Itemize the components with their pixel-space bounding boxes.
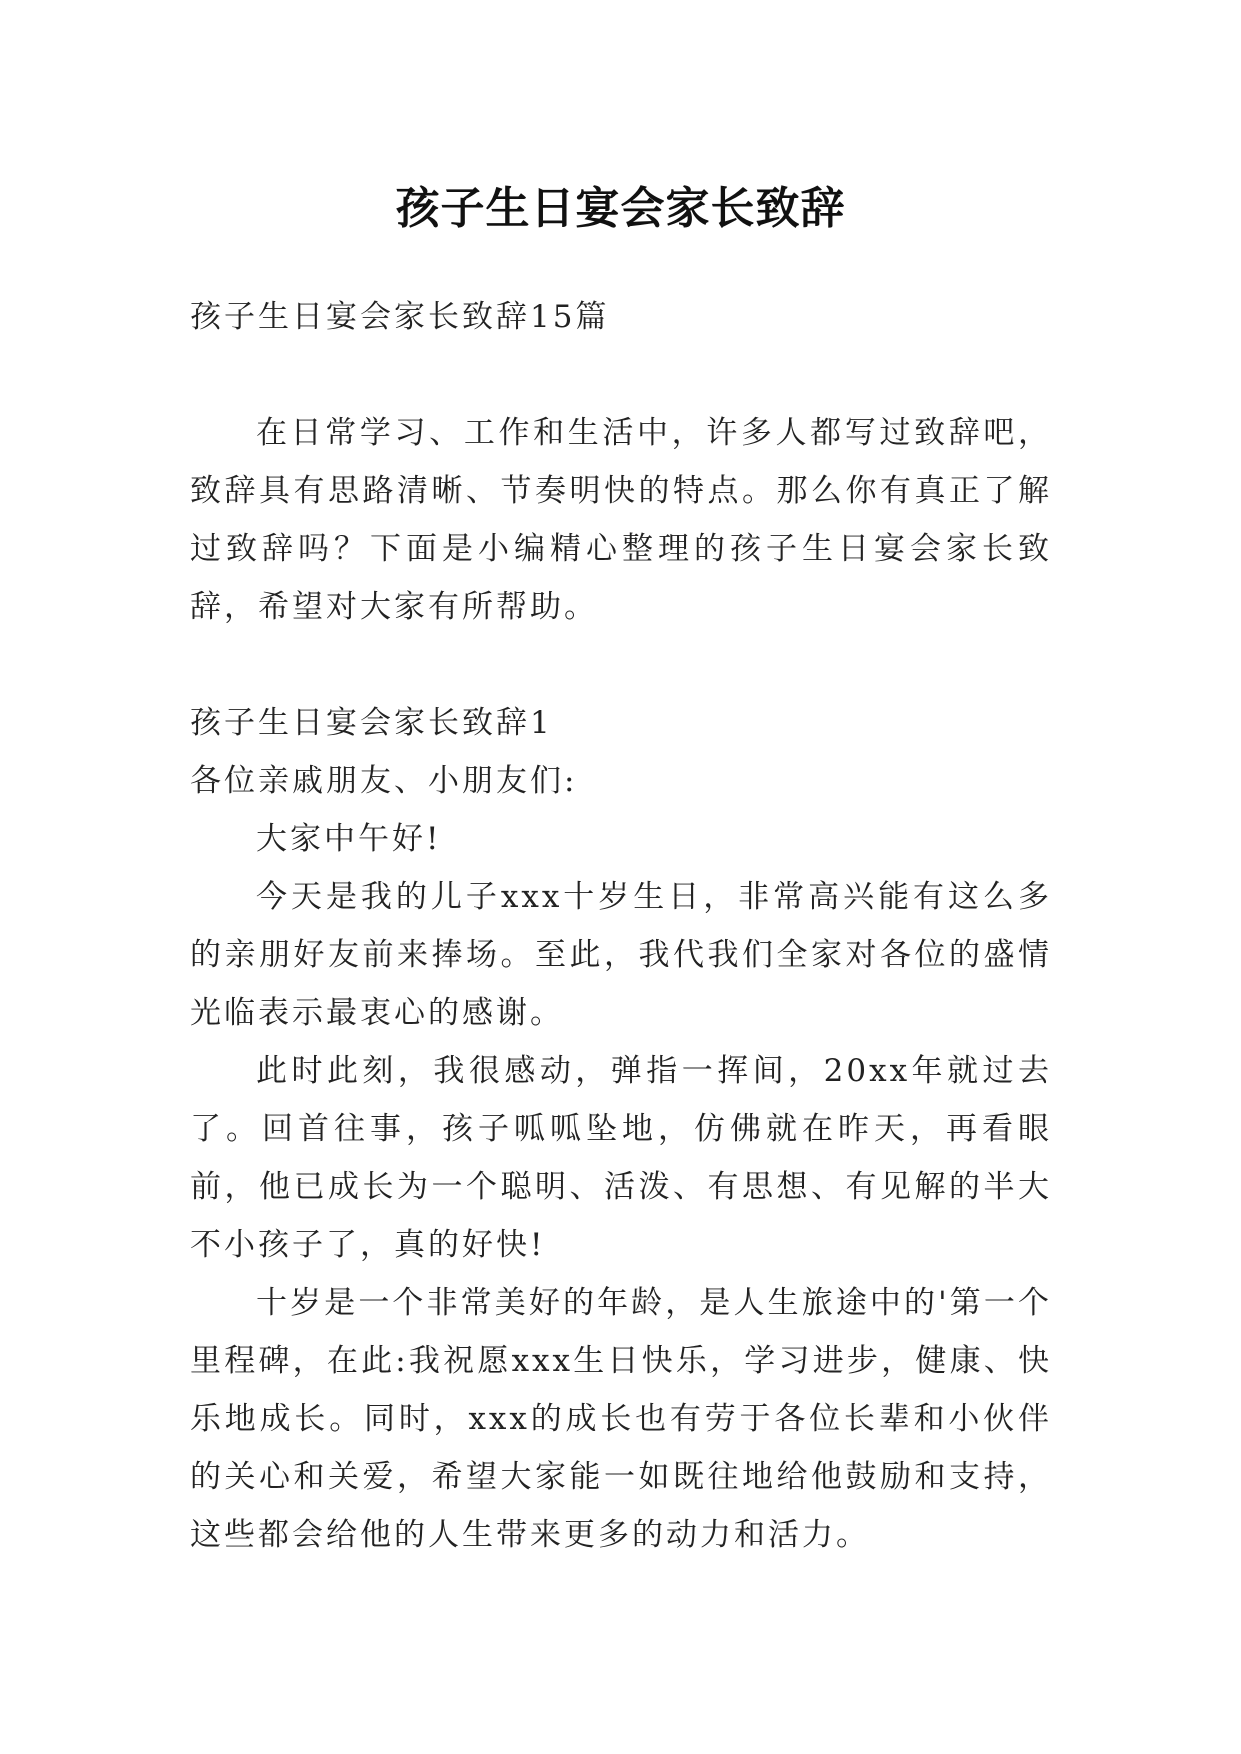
document-subtitle: 孩子生日宴会家长致辞15篇 bbox=[190, 299, 610, 335]
body-paragraph: 此时此刻，我很感动，弹指一挥间，20xx年就过去了。回首往事，孩子呱呱坠地，仿佛就在昨天，再看眼前，他已成长为一个聪明、活泼、有思想、有见解的半大不小孩子了，真的好快! bbox=[190, 1053, 1052, 1263]
section-heading: 孩子生日宴会家长致辞1 bbox=[190, 705, 553, 741]
document-title: 孩子生日宴会家长致辞 bbox=[395, 183, 846, 235]
document-body bbox=[190, 288, 1052, 1564]
body-paragraph: 十岁是一个非常美好的年龄，是人生旅途中的'第一个里程碑，在此:我祝愿xxx生日快乐，学习进步，健康、快乐地成长。同时，xxx的成长也有劳于各位长辈和小伙伴的关心和关爱，希望大家能一如既往地给他鼓励和支持，这些都会给他的人生带来更多的动力和活力。 bbox=[190, 1285, 1052, 1553]
body-paragraph: 今天是我的儿子xxx十岁生日，非常高兴能有这么多的亲朋好友前来捧场。至此，我代我们全家对各位的盛情光临表示最衷心的感谢。 bbox=[190, 879, 1052, 1031]
intro-paragraph: 在日常学习、工作和生活中，许多人都写过致辞吧，致辞具有思路清晰、节奏明快的特点。那么你有真正了解过致辞吗？下面是小编精心整理的孩子生日宴会家长致辞，希望对大家有所帮助。 bbox=[190, 415, 1052, 625]
salutation: 各位亲戚朋友、小朋友们: bbox=[190, 763, 578, 799]
greeting: 大家中午好! bbox=[256, 821, 442, 857]
